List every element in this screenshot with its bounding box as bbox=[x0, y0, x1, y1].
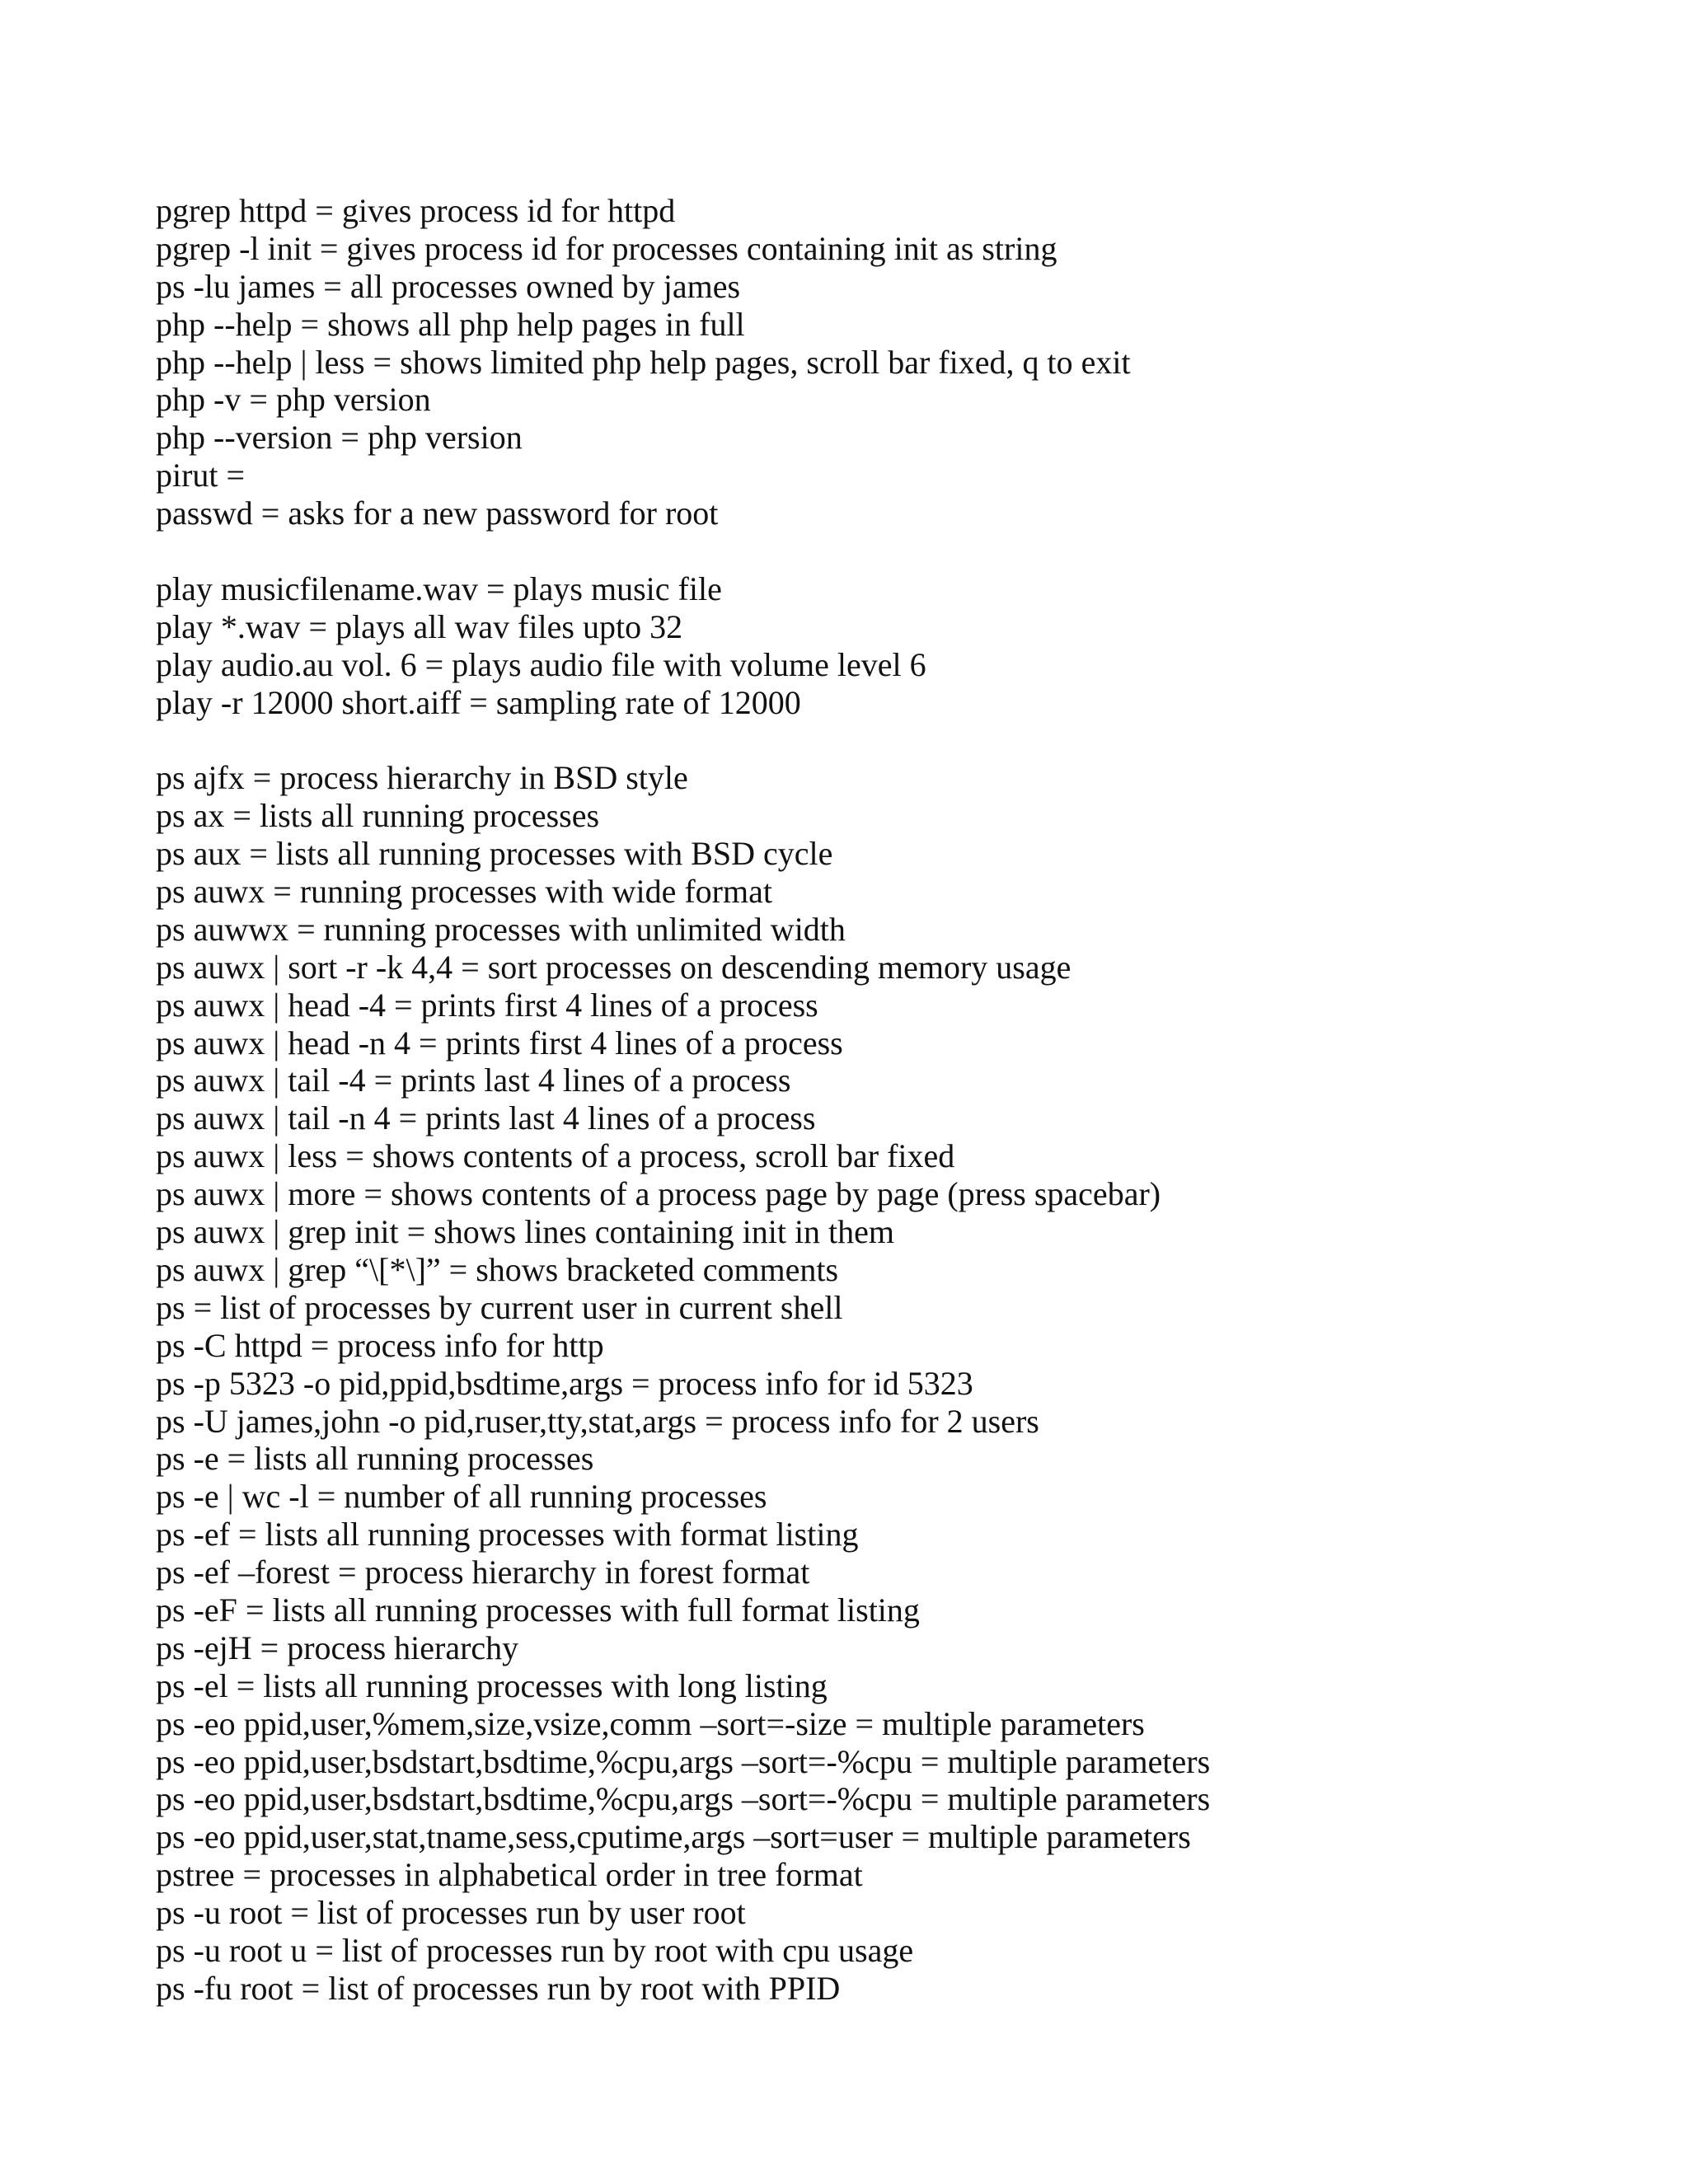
command-line: ps -p 5323 -o pid,ppid,bsdtime,args = process info for id 5323 bbox=[156, 1364, 973, 1402]
command-line: ps -C httpd = process info for http bbox=[156, 1326, 604, 1364]
command-line: ps aux = lists all running processes with BSD cycle bbox=[156, 835, 833, 873]
command-line: ps auwx | grep init = shows lines containing init in them bbox=[156, 1213, 895, 1251]
command-line: ps auwx | tail -n 4 = prints last 4 lines of a process bbox=[156, 1099, 816, 1137]
command-line: ps ajfx = process hierarchy in BSD style bbox=[156, 759, 688, 797]
command-line: ps auwx | less = shows contents of a process, scroll bar fixed bbox=[156, 1137, 955, 1175]
command-line: play -r 12000 short.aiff = sampling rate of 12000 bbox=[156, 683, 801, 721]
command-line: php --help = shows all php help pages in full bbox=[156, 305, 745, 343]
command-line: ps -ef –forest = process hierarchy in forest format bbox=[156, 1554, 810, 1591]
command-line: ps -fu root = list of processes run by root with PPID bbox=[156, 1969, 841, 2007]
command-line: php --version = php version bbox=[156, 419, 523, 457]
command-line: pirut = bbox=[156, 457, 246, 494]
command-line: ps auwwx = running processes with unlimited width bbox=[156, 910, 846, 948]
command-line: php -v = php version bbox=[156, 381, 431, 419]
command-line: ps auwx | more = shows contents of a process page by page (press spacebar) bbox=[156, 1175, 1161, 1213]
command-line: ps -u root u = list of processes run by root with cpu usage bbox=[156, 1931, 914, 1969]
paragraph-gap bbox=[156, 721, 1557, 759]
command-line: ps -eo ppid,user,stat,tname,sess,cputime,args –sort=user = multiple parameters bbox=[156, 1818, 1191, 1856]
command-line: ps -eo ppid,user,%mem,size,vsize,comm –sort=-size = multiple parameters bbox=[156, 1704, 1145, 1742]
command-line: ps = list of processes by current user in current shell bbox=[156, 1288, 843, 1326]
command-line: pgrep httpd = gives process id for httpd bbox=[156, 192, 676, 229]
command-line: ps -eo ppid,user,bsdstart,bsdtime,%cpu,args –sort=-%cpu = multiple parameters bbox=[156, 1780, 1211, 1818]
command-line: ps auwx | head -4 = prints first 4 lines of a process bbox=[156, 986, 818, 1024]
command-line: play musicfilename.wav = plays music file bbox=[156, 569, 722, 607]
command-line: ps auwx | head -n 4 = prints first 4 lines of a process bbox=[156, 1024, 843, 1062]
command-line: ps auwx | sort -r -k 4,4 = sort processes on descending memory usage bbox=[156, 948, 1071, 986]
command-line: ps -el = lists all running processes with long listing bbox=[156, 1666, 828, 1704]
command-line: ps -e = lists all running processes bbox=[156, 1440, 594, 1478]
command-line: ps -ejH = process hierarchy bbox=[156, 1629, 519, 1666]
command-line: ps -U james,john -o pid,ruser,tty,stat,args = process info for 2 users bbox=[156, 1402, 1039, 1440]
command-line: ps ax = lists all running processes bbox=[156, 797, 600, 835]
paragraph-gap bbox=[156, 532, 1557, 570]
command-line: passwd = asks for a new password for root bbox=[156, 494, 719, 532]
command-line: pgrep -l init = gives process id for processes containing init as string bbox=[156, 229, 1057, 267]
command-line: ps -eF = lists all running processes with full format listing bbox=[156, 1591, 920, 1629]
command-line: ps -u root = list of processes run by user root bbox=[156, 1894, 746, 1932]
command-line: ps -e | wc -l = number of all running processes bbox=[156, 1478, 767, 1516]
command-line: ps auwx | grep “\[*\]” = shows bracketed comments bbox=[156, 1250, 839, 1288]
command-line: ps -eo ppid,user,bsdstart,bsdtime,%cpu,args –sort=-%cpu = multiple parameters bbox=[156, 1742, 1211, 1780]
document-page bbox=[156, 192, 1557, 2008]
command-line: play audio.au vol. 6 = plays audio file with volume level 6 bbox=[156, 645, 926, 683]
command-line: ps auwx = running processes with wide format bbox=[156, 873, 772, 911]
command-line: ps auwx | tail -4 = prints last 4 lines of a process bbox=[156, 1062, 791, 1099]
command-line: play *.wav = plays all wav files upto 32 bbox=[156, 607, 683, 645]
command-line: ps -lu james = all processes owned by james bbox=[156, 267, 741, 305]
command-line: php --help | less = shows limited php help pages, scroll bar fixed, q to exit bbox=[156, 343, 1131, 381]
command-line: ps -ef = lists all running processes with format listing bbox=[156, 1516, 859, 1554]
command-line: pstree = processes in alphabetical order in tree format bbox=[156, 1856, 863, 1894]
